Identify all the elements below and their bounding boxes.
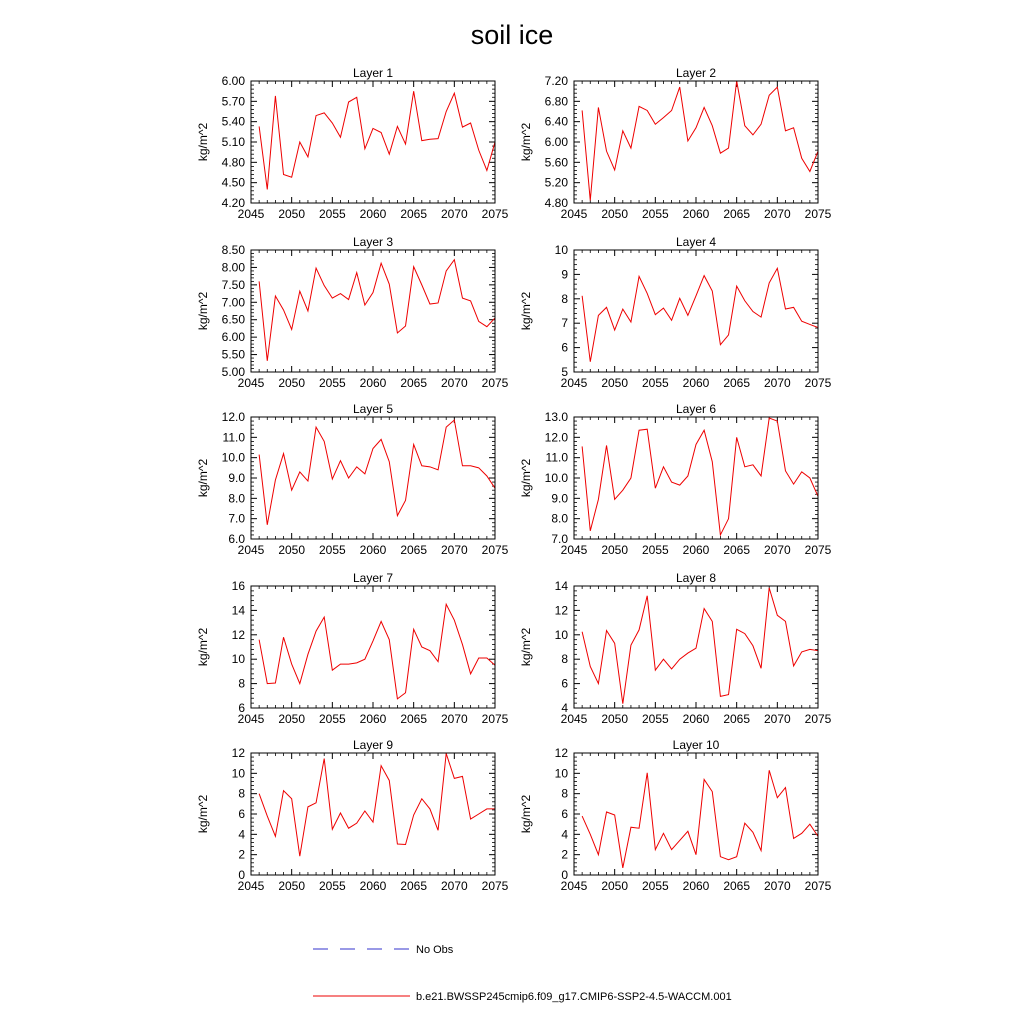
y-tick-label: 2 <box>238 847 245 862</box>
y-tick-label: 6.00 <box>221 330 245 345</box>
x-tick-label: 2075 <box>804 712 832 726</box>
y-tick-label: 14 <box>554 579 568 593</box>
x-tick-label: 2065 <box>723 376 751 390</box>
x-tick-label: 2065 <box>400 879 428 893</box>
series-line-layer-1 <box>259 91 495 189</box>
x-tick-label: 2060 <box>682 207 710 221</box>
x-tick-label: 2045 <box>237 879 265 893</box>
x-tick-label: 2045 <box>237 376 265 390</box>
y-tick-label: 2 <box>561 847 568 862</box>
panel-title: Layer 8 <box>675 571 717 585</box>
y-tick-label: 5.70 <box>221 94 245 109</box>
y-tick-label: 7.0 <box>228 511 245 526</box>
x-tick-label: 2070 <box>763 712 791 726</box>
y-tick-label: 10 <box>554 243 568 257</box>
x-tick-label: 2070 <box>440 543 468 557</box>
y-tick-label: 9.0 <box>551 491 568 506</box>
x-tick-label: 2045 <box>560 712 588 726</box>
y-axis-label: kg/m^2 <box>519 291 533 331</box>
y-tick-label: 11.0 <box>545 450 568 465</box>
plot-frame <box>251 586 495 708</box>
x-tick-label: 2050 <box>601 207 629 221</box>
x-tick-label: 2050 <box>278 543 306 557</box>
x-tick-label: 2060 <box>359 207 387 221</box>
y-tick-label: 5.60 <box>544 155 568 170</box>
x-tick-label: 2065 <box>723 712 751 726</box>
x-tick-label: 2070 <box>763 543 791 557</box>
panel-layer-9 <box>196 738 509 893</box>
y-tick-label: 11.0 <box>222 430 245 445</box>
y-tick-label: 8 <box>561 291 568 306</box>
x-tick-label: 2070 <box>440 712 468 726</box>
x-tick-label: 2050 <box>278 207 306 221</box>
panel-layer-5 <box>196 402 509 557</box>
x-tick-label: 2060 <box>359 376 387 390</box>
x-tick-label: 2060 <box>682 376 710 390</box>
panel-layer-2 <box>519 66 832 221</box>
plot-frame <box>251 753 495 875</box>
x-tick-label: 2075 <box>481 543 509 557</box>
y-tick-label: 8.0 <box>228 491 245 506</box>
y-tick-label: 4 <box>238 827 245 842</box>
y-tick-label: 8 <box>238 786 245 801</box>
y-tick-label: 4 <box>561 701 568 715</box>
y-tick-label: 10 <box>554 766 568 781</box>
x-tick-label: 2065 <box>400 376 428 390</box>
y-tick-label: 14 <box>231 603 245 618</box>
plot-frame <box>251 417 495 539</box>
series-line-layer-4 <box>582 268 818 361</box>
y-tick-label: 8.00 <box>221 260 245 275</box>
y-tick-label: 5 <box>561 365 568 379</box>
y-tick-label: 0 <box>561 868 568 882</box>
series-line-layer-2 <box>582 81 818 200</box>
x-tick-label: 2055 <box>318 543 346 557</box>
y-tick-label: 10 <box>231 652 245 667</box>
panel-layer-8 <box>519 571 832 726</box>
y-tick-label: 5.10 <box>221 135 245 149</box>
y-tick-label: 6 <box>238 807 245 821</box>
x-tick-label: 2075 <box>481 879 509 893</box>
y-tick-label: 5.40 <box>221 114 245 129</box>
x-tick-label: 2050 <box>601 543 629 557</box>
x-tick-label: 2055 <box>641 712 669 726</box>
y-tick-label: 6 <box>561 807 568 821</box>
y-axis-label: kg/m^2 <box>196 458 210 498</box>
y-tick-label: 4 <box>561 827 568 842</box>
y-tick-label: 4.80 <box>544 196 568 210</box>
x-tick-label: 2070 <box>440 376 468 390</box>
y-tick-label: 12 <box>554 746 568 760</box>
series-line-layer-10 <box>582 770 818 868</box>
x-tick-label: 2070 <box>763 207 791 221</box>
panels-container <box>196 66 832 893</box>
x-tick-label: 2050 <box>278 879 306 893</box>
y-tick-label: 12.0 <box>221 410 245 424</box>
y-tick-label: 6.0 <box>228 532 245 546</box>
series-line-layer-9 <box>259 754 495 857</box>
y-tick-label: 7.00 <box>221 295 245 310</box>
y-tick-label: 6.00 <box>221 74 245 88</box>
x-tick-label: 2055 <box>641 879 669 893</box>
x-tick-label: 2045 <box>560 207 588 221</box>
panel-layer-3 <box>196 235 509 390</box>
y-tick-label: 6 <box>238 701 245 715</box>
x-tick-label: 2060 <box>682 543 710 557</box>
x-tick-label: 2045 <box>560 376 588 390</box>
x-tick-label: 2055 <box>318 207 346 221</box>
x-tick-label: 2075 <box>804 879 832 893</box>
y-tick-label: 6.40 <box>544 114 568 129</box>
y-tick-label: 12 <box>231 746 245 760</box>
x-tick-label: 2050 <box>601 376 629 390</box>
x-tick-label: 2050 <box>601 879 629 893</box>
x-tick-label: 2075 <box>804 543 832 557</box>
x-tick-label: 2070 <box>763 879 791 893</box>
plot-frame <box>574 417 818 539</box>
y-tick-label: 7 <box>561 316 568 331</box>
y-tick-label: 8.0 <box>551 511 568 526</box>
x-tick-label: 2075 <box>481 376 509 390</box>
y-tick-label: 5.50 <box>221 347 245 362</box>
legend <box>313 944 732 1003</box>
y-tick-label: 6 <box>561 676 568 691</box>
series-line-layer-3 <box>259 260 495 361</box>
x-tick-label: 2055 <box>318 879 346 893</box>
x-tick-label: 2050 <box>278 376 306 390</box>
x-tick-label: 2065 <box>400 207 428 221</box>
plot-frame <box>574 250 818 372</box>
y-tick-label: 6.80 <box>544 94 568 109</box>
y-tick-label: 5.20 <box>544 175 568 190</box>
x-tick-label: 2045 <box>237 207 265 221</box>
y-tick-label: 5.00 <box>221 365 245 379</box>
x-tick-label: 2060 <box>682 879 710 893</box>
series-line-layer-6 <box>582 418 818 535</box>
x-tick-label: 2065 <box>400 712 428 726</box>
panel-layer-1 <box>196 66 509 221</box>
x-tick-label: 2075 <box>804 207 832 221</box>
y-axis-label: kg/m^2 <box>519 458 533 498</box>
panel-title: Layer 1 <box>352 66 394 80</box>
x-tick-label: 2065 <box>723 207 751 221</box>
x-tick-label: 2060 <box>359 879 387 893</box>
y-tick-label: 10.0 <box>544 471 568 485</box>
x-tick-label: 2055 <box>641 207 669 221</box>
x-tick-label: 2075 <box>804 376 832 390</box>
x-tick-label: 2060 <box>359 543 387 557</box>
y-axis-label: kg/m^2 <box>196 627 210 667</box>
y-tick-label: 6.50 <box>221 312 245 327</box>
y-tick-label: 7.50 <box>221 277 245 292</box>
series-line-layer-8 <box>582 588 818 704</box>
panel-title: Layer 5 <box>352 402 394 416</box>
figure-title: soil ice <box>470 20 554 50</box>
x-tick-label: 2055 <box>318 376 346 390</box>
x-tick-label: 2065 <box>723 543 751 557</box>
y-axis-label: kg/m^2 <box>519 794 533 834</box>
y-tick-label: 10 <box>231 766 245 781</box>
y-tick-label: 7.20 <box>544 74 568 88</box>
x-tick-label: 2050 <box>601 712 629 726</box>
series-line-layer-7 <box>259 604 495 699</box>
y-axis-label: kg/m^2 <box>196 291 210 331</box>
y-tick-label: 8 <box>561 786 568 801</box>
plot-frame <box>251 250 495 372</box>
y-axis-label: kg/m^2 <box>196 794 210 834</box>
y-tick-label: 0 <box>238 868 245 882</box>
panel-title: Layer 9 <box>352 738 394 752</box>
y-tick-label: 4.80 <box>221 155 245 170</box>
x-tick-label: 2045 <box>560 543 588 557</box>
y-tick-label: 8 <box>561 652 568 667</box>
x-tick-label: 2065 <box>723 879 751 893</box>
x-tick-label: 2045 <box>237 712 265 726</box>
y-tick-label: 10 <box>554 627 568 642</box>
x-tick-label: 2075 <box>481 712 509 726</box>
panel-layer-10 <box>519 738 832 893</box>
x-tick-label: 2065 <box>400 543 428 557</box>
plot-frame <box>251 81 495 203</box>
x-tick-label: 2070 <box>440 207 468 221</box>
y-tick-label: 10.0 <box>221 450 245 465</box>
legend-obs-label: No Obs <box>416 944 454 956</box>
y-tick-label: 9 <box>561 267 568 282</box>
panel-title: Layer 2 <box>675 66 717 80</box>
x-tick-label: 2070 <box>440 879 468 893</box>
y-tick-label: 4.20 <box>221 196 245 210</box>
panel-layer-7 <box>196 571 509 726</box>
y-tick-label: 8 <box>238 676 245 691</box>
y-tick-label: 16 <box>231 579 245 593</box>
legend-model-label: b.e21.BWSSP245cmip6.f09_g17.CMIP6-SSP2-4.5-WACCM.001 <box>416 991 732 1003</box>
x-tick-label: 2060 <box>682 712 710 726</box>
x-tick-label: 2070 <box>763 376 791 390</box>
y-tick-label: 12 <box>231 627 245 642</box>
x-tick-label: 2055 <box>318 712 346 726</box>
panel-title: Layer 6 <box>675 402 717 416</box>
y-tick-label: 4.50 <box>221 175 245 190</box>
y-tick-label: 6.00 <box>544 135 568 149</box>
panel-title: Layer 3 <box>352 235 394 249</box>
y-tick-label: 12 <box>554 603 568 618</box>
plot-frame <box>574 81 818 203</box>
y-tick-label: 8.50 <box>221 243 245 257</box>
panel-title: Layer 10 <box>672 738 720 752</box>
panel-title: Layer 4 <box>675 235 717 249</box>
y-tick-label: 9.0 <box>228 471 245 485</box>
y-tick-label: 7.0 <box>551 532 568 546</box>
x-tick-label: 2060 <box>359 712 387 726</box>
series-line-layer-5 <box>259 420 495 525</box>
x-tick-label: 2075 <box>481 207 509 221</box>
y-tick-label: 6 <box>561 340 568 355</box>
y-axis-label: kg/m^2 <box>519 627 533 667</box>
x-tick-label: 2055 <box>641 376 669 390</box>
x-tick-label: 2045 <box>560 879 588 893</box>
y-tick-label: 13.0 <box>544 410 568 424</box>
x-tick-label: 2045 <box>237 543 265 557</box>
x-tick-label: 2050 <box>278 712 306 726</box>
x-tick-label: 2055 <box>641 543 669 557</box>
y-tick-label: 12.0 <box>544 430 568 445</box>
y-axis-label: kg/m^2 <box>519 122 533 162</box>
panel-title: Layer 7 <box>352 571 394 585</box>
panel-layer-4 <box>519 235 832 390</box>
panel-layer-6 <box>519 402 832 557</box>
y-axis-label: kg/m^2 <box>196 122 210 162</box>
